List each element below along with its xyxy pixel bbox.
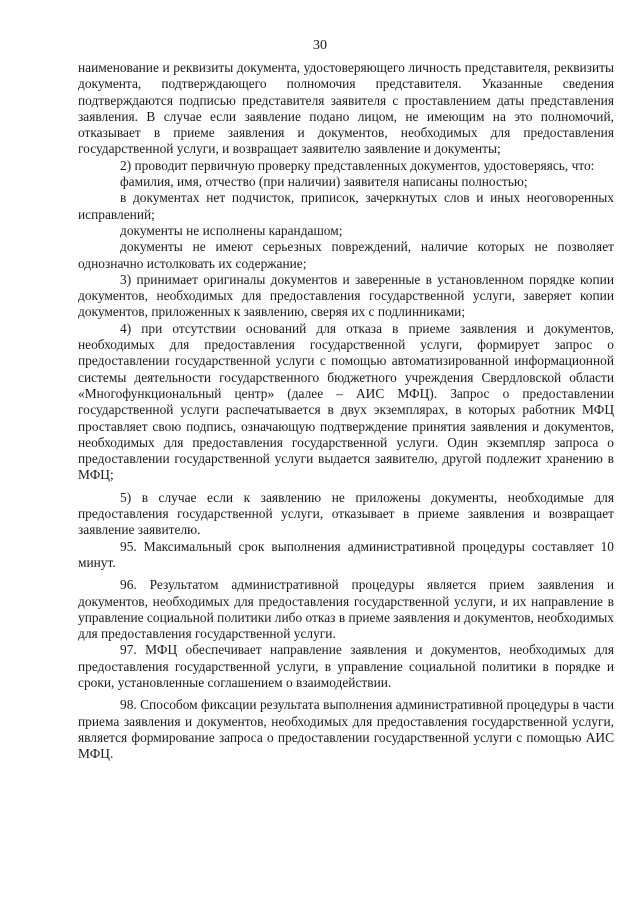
paragraph-representative-documents: наименование и реквизиты документа, удостоверяющего личность представителя, реквизиты документа, подтверждающего полномочия представителя. Указанные сведения подтверждаются подписью представителя заявителя с проставлением даты представления заявления. В случае если заявление подано лицом, не имеющим на это полномочий, отказывает в приеме заявления и документов, необходимых для предоставления государственной услуги, и возвращает заявителю заявление и документы; — [78, 60, 614, 157]
paragraph-97-forwarding: 97. МФЦ обеспечивает направление заявления и документов, необходимых для предоставления государственной услуги, в управление социальной политики в порядке и сроки, установленные соглашением о взаимодействии. — [78, 642, 614, 690]
paragraph-98-fixation: 98. Способом фиксации результата выполнения административной процедуры в части приема заявления и документов, необходимых для предоставления государственной услуги, является формирование запроса о предоставлении государственной услуги с помощью АИС МФЦ. — [78, 697, 614, 762]
paragraph-check-full-name: фамилия, имя, отчество (при наличии) заявителя написаны полностью; — [120, 174, 528, 190]
paragraph-item-4-request: 4) при отсутствии оснований для отказа в приеме заявления и документов, необходимых для предоставления государственной услуги, формирует запрос о предоставлении государственной услуги с помощью автоматизированной информационной системы деятельности государственного бюджетного учреждения Свердловской области «Многофункциональный центр» (далее – АИС МФЦ). Запрос о предоставлении государственной услуги распечатывается в двух экземплярах, в которых работник МФЦ проставляет свою подпись, означающую подтверждение принятия заявления и документов, необходимых для предоставления государственной услуги. Один экземпляр запроса о предоставлении государственной услуги выдается заявителю, другой подлежит хранению в МФЦ; — [78, 320, 614, 483]
paragraph-check-no-damage: документы не имеют серьезных повреждений, наличие которых не позволяет однозначно истолковать их содержание; — [78, 239, 614, 271]
paragraph-check-no-corrections: в документах нет подчисток, приписок, зачеркнутых слов и иных неоговоренных исправлений; — [78, 190, 614, 222]
document-body — [78, 60, 614, 762]
paragraph-96-result: 96. Результатом административной процедуры является прием заявления и документов, необходимых для предоставления государственной услуги, и их направление в управление социальной политики либо отказ в приеме заявления и документов, необходимых для предоставления государственной услуги. — [78, 577, 614, 642]
paragraph-item-3-originals: 3) принимает оригиналы документов и заверенные в установленном порядке копии документов, необходимых для предоставления государственной услуги, заверяет копии документов, приложенных к заявлению, сверяя их с подлинниками; — [78, 271, 614, 320]
paragraph-item-5-refusal: 5) в случае если к заявлению не приложены документы, необходимые для предоставления государственной услуги, отказывает в приеме заявления и возвращает заявление заявителю. — [78, 489, 614, 538]
paragraph-item-2-initial-check: 2) проводит первичную проверку представленных документов, удостоверяясь, что: — [120, 157, 595, 173]
paragraph-95-max-duration: 95. Максимальный срок выполнения административной процедуры составляет 10 минут. — [78, 538, 614, 570]
paragraph-check-no-pencil: документы не исполнены карандашом; — [120, 222, 343, 238]
page-number: 30 — [313, 38, 327, 53]
